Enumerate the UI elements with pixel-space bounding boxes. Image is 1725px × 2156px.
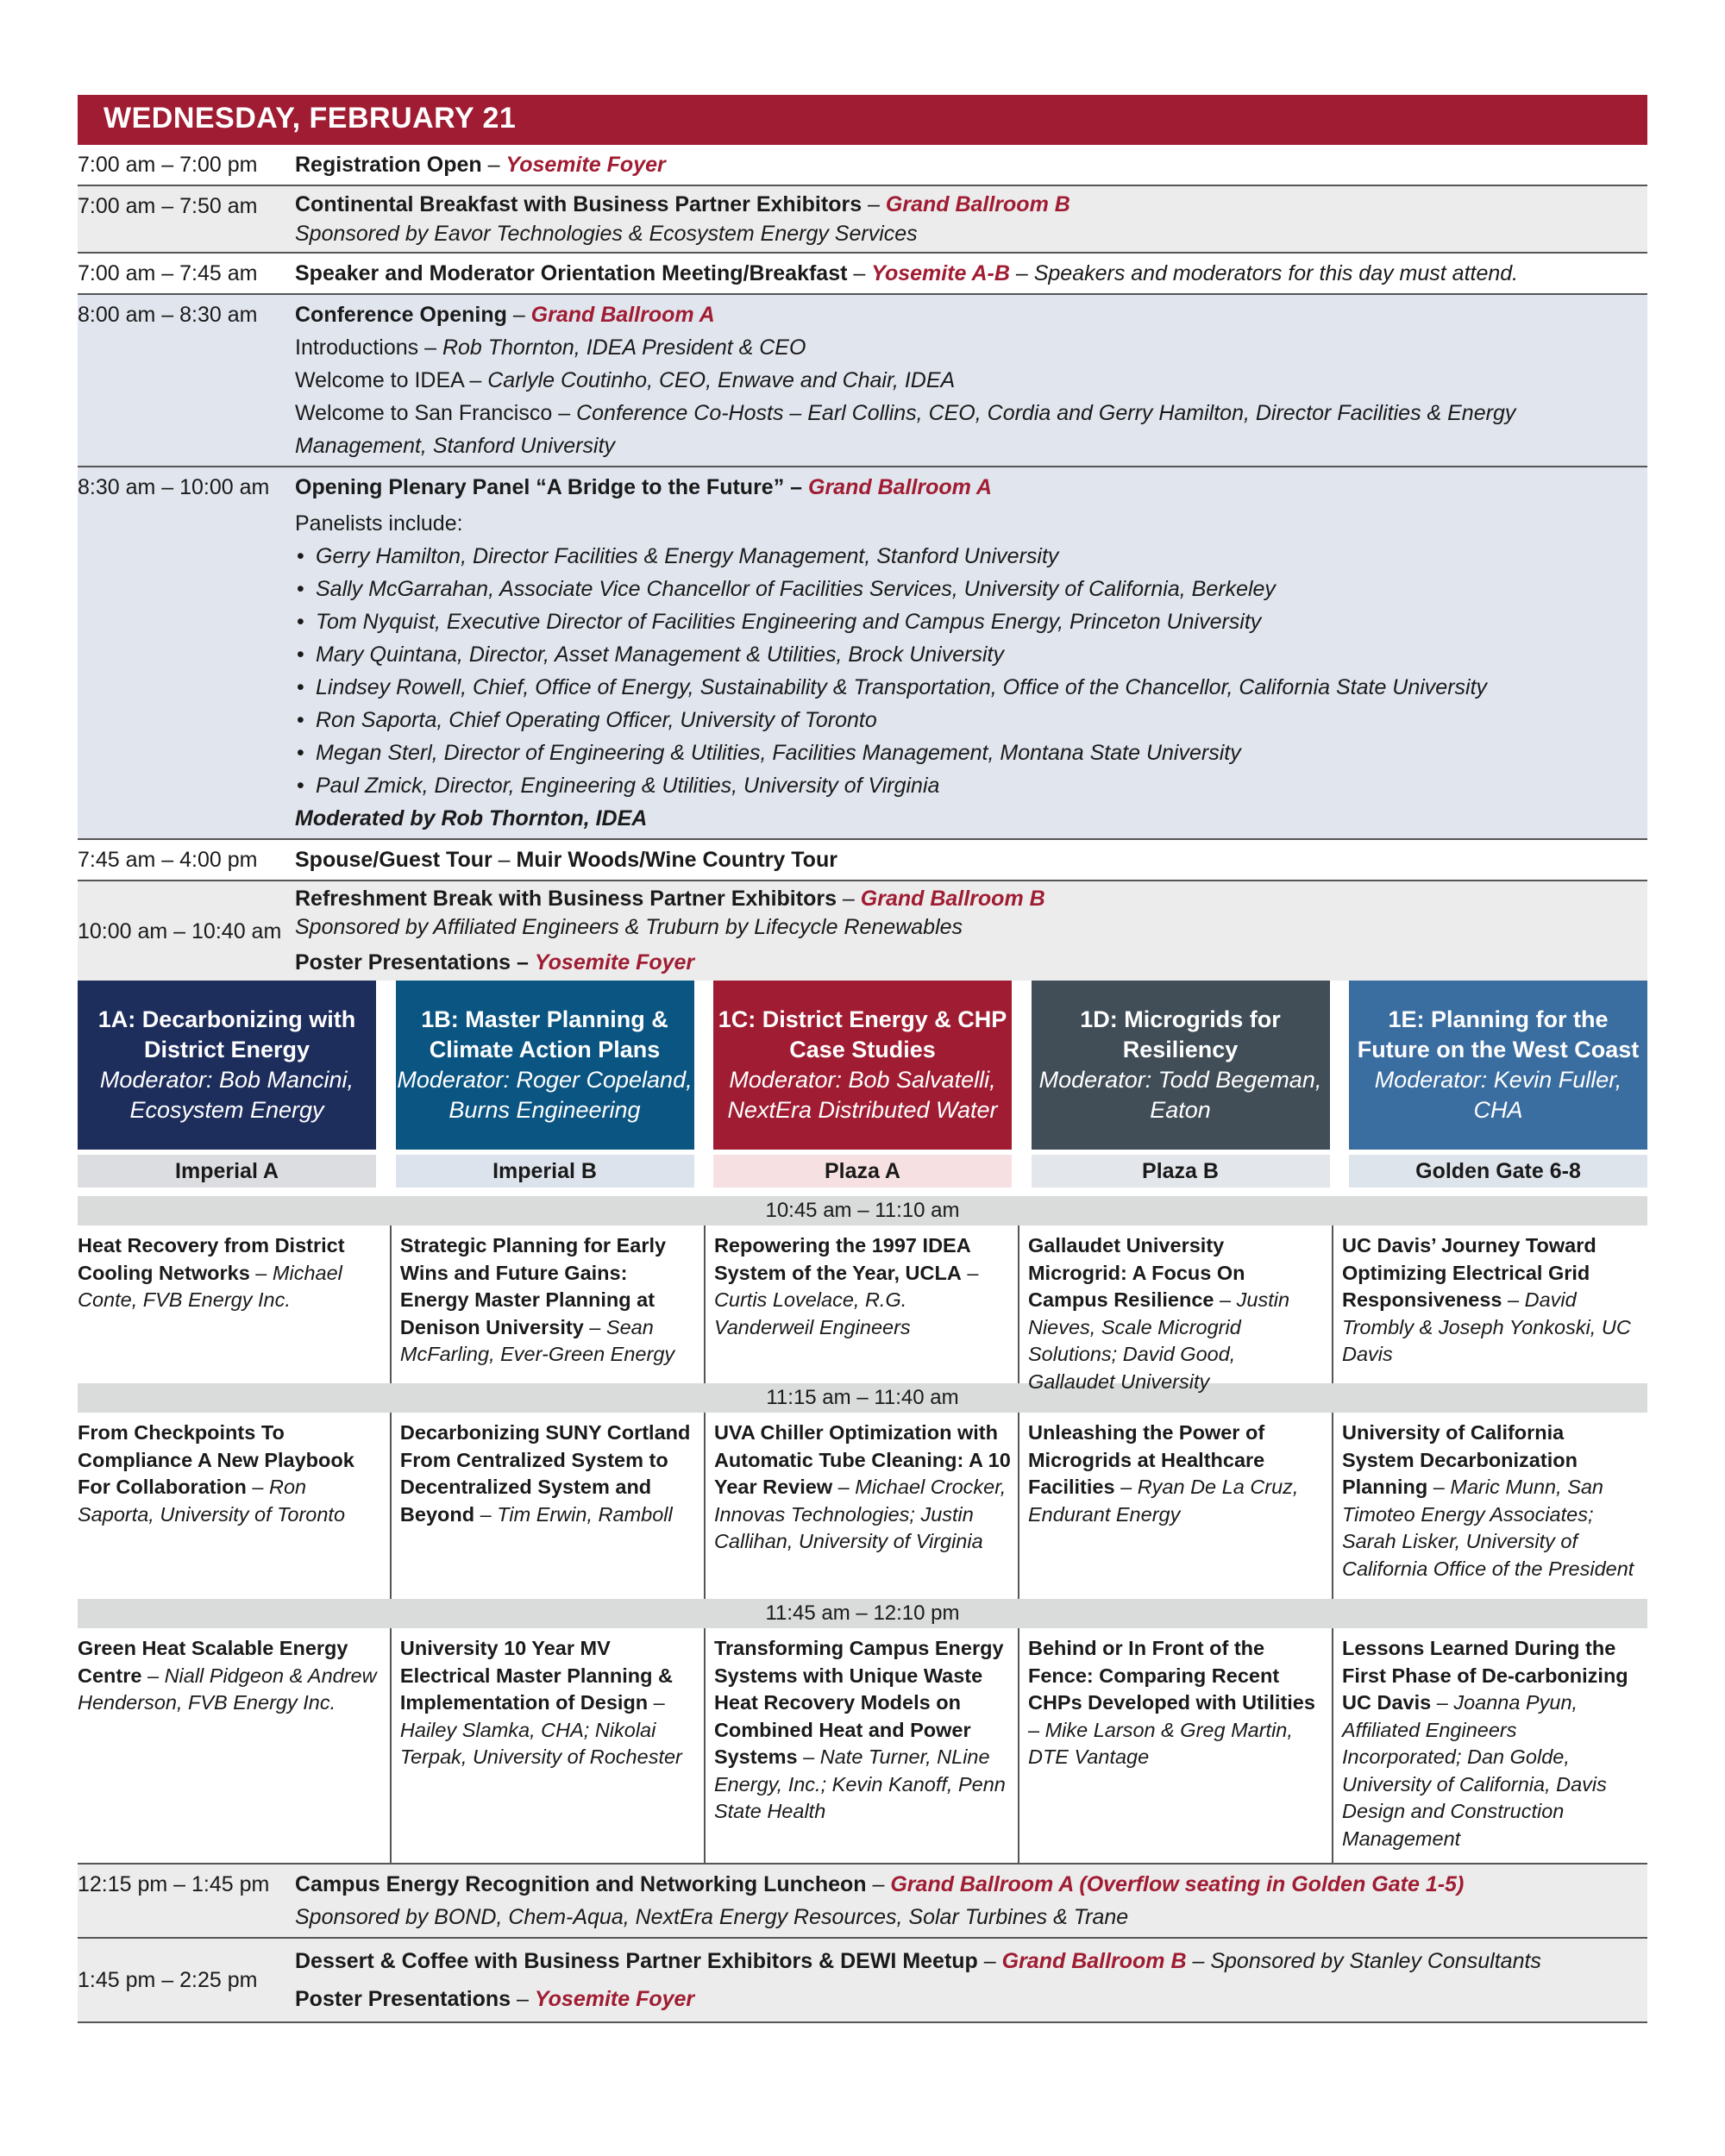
- session-title: Speaker and Moderator Orientation Meeting/Breakfast: [295, 261, 848, 285]
- panelist: • Mary Quintana, Director, Asset Management & Utilities, Brock University: [295, 638, 1642, 671]
- session-cell: Lessons Learned During the First Phase of De-carbonizing UC Davis – Joanna Pyun, Affiliated Engineers Incorporated; Dan Golde, University of California, Davis Design and Construction Management: [1342, 1637, 1628, 1850]
- panelists-intro: Panelists include:: [295, 511, 463, 536]
- session-time: 8:30 am – 10:00 am: [78, 475, 270, 499]
- session-location: Grand Ballroom B: [885, 192, 1070, 216]
- opening-line: Welcome to IDEA – Carlyle Coutinho, CEO, Enwave and Chair, IDEA: [295, 368, 956, 392]
- session-location: Grand Ballroom A: [530, 303, 715, 327]
- track-title: 1A: Decarbonizing with District Energy: [97, 1006, 356, 1062]
- agenda-row-plenary: 8:30 am – 10:00 am Opening Plenary Panel “A Bridge to the Future” – Grand Ballroom A Panelists include: • Gerry Hamilton, Director Facilities & Energy Management, Stanford University • Sally McGarrahan, Associate Vice Chancellor of Facilities Services, University of California, Berkeley • Tom Nyquist, Executive Director of Facilities Engineering and Campus Energy, Princeton University • Mary Quintana, Director, Asset Management & Utilities, Brock University • Lindsey Rowell, Chief, Office of Energy, Sustainability & Transportation, Office of the Chancellor, California State University • Ron Saporta, Chief Operating Officer, University of Toronto • Megan Sterl, Director of Engineering & Utilities, Facilities Management, Montana State University • Paul Zmick, Director, Engineering & Utilities, University of Virginia Moderated by Rob Thornton, IDEA: [78, 467, 1647, 840]
- session-title: Spouse/Guest Tour: [295, 848, 492, 872]
- panelist: • Gerry Hamilton, Director Facilities & Energy Management, Stanford University: [295, 540, 1642, 573]
- agenda-row-orientation: 7:00 am – 7:45 am Speaker and Moderator Orientation Meeting/Breakfast – Yosemite A-B – Speakers and moderators for this day must attend.: [78, 254, 1647, 295]
- track-moderator: Moderator: Roger Copeland, Burns Engineering: [397, 1067, 693, 1123]
- opening-line: Welcome to San Francisco – Conference Co-Hosts – Earl Collins, CEO, Cordia and Gerry Hamilton, Director Facilities & Energy Management, Stanford University: [295, 401, 1516, 458]
- session-title: Continental Breakfast with Business Partner Exhibitors: [295, 192, 862, 216]
- track-title: 1C: District Energy & CHP Case Studies: [718, 1006, 1007, 1062]
- panelist: • Ron Saporta, Chief Operating Officer, University of Toronto: [295, 704, 1642, 736]
- slot-time-bar: 11:45 am – 12:10 pm: [78, 1599, 1647, 1628]
- panelist: • Megan Sterl, Director of Engineering & Utilities, Facilities Management, Montana State University: [295, 736, 1642, 769]
- session-cell: From Checkpoints To Compliance A New Playbook For Collaboration – Ron Saporta, University of Toronto: [78, 1413, 392, 1599]
- session-time: 7:00 am – 7:45 am: [78, 261, 258, 285]
- panelist: • Lindsey Rowell, Chief, Office of Energy, Sustainability & Transportation, Office of the Chancellor, California State University: [295, 671, 1642, 704]
- session-title: Dessert & Coffee with Business Partner Exhibitors & DEWI Meetup: [295, 1949, 978, 1973]
- track-1e: [1349, 981, 1647, 1188]
- session-time: 8:00 am – 8:30 am: [78, 303, 258, 327]
- agenda-row-refreshment: 10:00 am – 10:40 am Refreshment Break with Business Partner Exhibitors – Grand Ballroom B Sponsored by Affiliated Engineers & Truburn by Lifecycle Renewables Poster Presentations – Yosemite Foyer: [78, 881, 1647, 981]
- agenda-row-tour: 7:45 am – 4:00 pm Spouse/Guest Tour – Muir Woods/Wine Country Tour: [78, 840, 1647, 881]
- session-cell: Transforming Campus Energy Systems with Unique Waste Heat Recovery Models on Combined Heat and Power Systems – Nate Turner, NLine Energy, Inc.; Kevin Kanoff, Penn State Health: [706, 1628, 1019, 1863]
- session-cell: Green Heat Scalable Energy Centre – Niall Pidgeon & Andrew Henderson, FVB Energy Inc.: [78, 1628, 392, 1863]
- session-time: 12:15 pm – 1:45 pm: [78, 1872, 270, 1896]
- poster-title: Poster Presentations: [295, 950, 511, 975]
- session-cell: UC Davis’ Journey Toward Optimizing Electrical Grid Responsiveness – David Trombly & Joseph Yonkoski, UC Davis: [1342, 1234, 1631, 1365]
- panelist-list: [295, 540, 1642, 802]
- moderated-by: Moderated by Rob Thornton, IDEA: [295, 806, 648, 830]
- session-time: 10:00 am – 10:40 am: [78, 918, 282, 943]
- session-subtitle: Muir Woods/Wine Country Tour: [516, 848, 837, 872]
- session-location: Yosemite A-B: [871, 261, 1010, 285]
- session-cell: Heat Recovery from District Cooling Networks – Michael Conte, FVB Energy Inc.: [78, 1225, 392, 1383]
- slot-row: [78, 1628, 1647, 1863]
- session-time: 1:45 pm – 2:25 pm: [78, 1968, 258, 1992]
- track-title: 1B: Master Planning & Climate Action Plans: [421, 1006, 668, 1062]
- track-moderator: Moderator: Kevin Fuller, CHA: [1374, 1067, 1622, 1123]
- session-location: Grand Ballroom A (Overflow seating in Golden Gate 1-5): [890, 1872, 1465, 1896]
- session-cell: Strategic Planning for Early Wins and Future Gains: Energy Master Planning at Denison University – Sean McFarling, Ever-Green Energy: [392, 1225, 706, 1383]
- session-cell: Behind or In Front of the Fence: Comparing Recent CHPs Developed with Utilities – Mike Larson & Greg Martin, DTE Vantage: [1019, 1628, 1333, 1863]
- track-title: 1E: Planning for the Future on the West Coast: [1357, 1006, 1640, 1062]
- track-title: 1D: Microgrids for Resiliency: [1080, 1006, 1281, 1062]
- opening-line: Introductions – Rob Thornton, IDEA President & CEO: [295, 335, 806, 360]
- poster-location: Yosemite Foyer: [534, 1987, 695, 2011]
- session-title: Campus Energy Recognition and Networking Luncheon: [295, 1872, 867, 1896]
- session-sponsor: Sponsored by BOND, Chem-Aqua, NextEra Energy Resources, Solar Turbines & Trane: [295, 1905, 1129, 1929]
- slot-time-bar: 10:45 am – 11:10 am: [78, 1196, 1647, 1225]
- session-title: Conference Opening: [295, 303, 507, 327]
- session-sponsor: Sponsored by Stanley Consultants: [1210, 1949, 1541, 1973]
- track-moderator: Moderator: Bob Mancini, Ecosystem Energy: [99, 1067, 354, 1123]
- slot-row: [78, 1225, 1647, 1393]
- day-banner: WEDNESDAY, FEBRUARY 21: [78, 95, 1647, 145]
- agenda-row-opening: 8:00 am – 8:30 am Conference Opening – Grand Ballroom A Introductions – Rob Thornton, IDEA President & CEO Welcome to IDEA – Carlyle Coutinho, CEO, Enwave and Chair, IDEA Welcome to San Francisco – Conference Co-Hosts – Earl Collins, CEO, Cordia and Gerry Hamilton, Director Facilities & Energy Management, Stanford University: [78, 295, 1647, 467]
- track-1c: [713, 981, 1012, 1188]
- session-sponsor: Sponsored by Eavor Technologies & Ecosystem Energy Services: [295, 222, 918, 246]
- session-title: Refreshment Break with Business Partner Exhibitors: [295, 887, 837, 911]
- track-moderator: Moderator: Todd Begeman, Eaton: [1038, 1067, 1322, 1123]
- track-room: Plaza A: [713, 1155, 1012, 1188]
- session-time: 7:00 am – 7:50 am: [78, 194, 258, 218]
- agenda-page: [78, 95, 1647, 2023]
- session-sponsor: Sponsored by Affiliated Engineers & Truburn by Lifecycle Renewables: [295, 915, 963, 939]
- poster-title: Poster Presentations: [295, 1987, 511, 2011]
- agenda-row-registration: 7:00 am – 7:00 pm Registration Open – Yosemite Foyer: [78, 145, 1647, 186]
- panelist: • Tom Nyquist, Executive Director of Facilities Engineering and Campus Energy, Princeton University: [295, 605, 1642, 638]
- track-room: Plaza B: [1032, 1155, 1330, 1188]
- session-cell: Decarbonizing SUNY Cortland From Centralized System to Decentralized System and Beyond – Tim Erwin, Ramboll: [392, 1413, 706, 1599]
- session-title: Opening Plenary Panel “A Bridge to the Future”: [295, 475, 785, 499]
- session-location: Grand Ballroom B: [860, 887, 1045, 911]
- track-1b: [396, 981, 694, 1188]
- track-room: Imperial B: [396, 1155, 694, 1188]
- agenda-row-breakfast: 7:00 am – 7:50 am Continental Breakfast with Business Partner Exhibitors – Grand Ballroom B Sponsored by Eavor Technologies & Ecosystem Energy Services: [78, 186, 1647, 254]
- session-cell: University 10 Year MV Electrical Master Planning & Implementation of Design – Hailey Slamka, CHA; Nikolai Terpak, University of Rochester: [392, 1628, 706, 1863]
- slot-row: [78, 1413, 1647, 1599]
- session-cell: Unleashing the Power of Microgrids at Healthcare Facilities – Ryan De La Cruz, Endurant Energy: [1019, 1413, 1333, 1599]
- session-location: Yosemite Foyer: [505, 153, 666, 177]
- track-moderator: Moderator: Bob Salvatelli, NextEra Distributed Water: [727, 1067, 998, 1123]
- track-1d: [1032, 981, 1330, 1188]
- session-cell: Gallaudet University Microgrid: A Focus On Campus Resilience – Justin Nieves, Scale Microgrid Solutions; David Good, Gallaudet University: [1019, 1225, 1333, 1383]
- poster-location: Yosemite Foyer: [534, 950, 695, 975]
- session-cell: Repowering the 1997 IDEA System of the Year, UCLA – Curtis Lovelace, R.G. Vanderweil Engineers: [706, 1225, 1019, 1383]
- agenda-row-dessert: 1:45 pm – 2:25 pm Dessert & Coffee with Business Partner Exhibitors & DEWI Meetup – Grand Ballroom B – Sponsored by Stanley Consultants Poster Presentations – Yosemite Foyer: [78, 1939, 1647, 2023]
- slot-time-bar: 11:15 am – 11:40 am: [78, 1383, 1647, 1413]
- panelist: • Sally McGarrahan, Associate Vice Chancellor of Facilities Services, University of California, Berkeley: [295, 573, 1642, 605]
- session-cell: UVA Chiller Optimization with Automatic Tube Cleaning: A 10 Year Review – Michael Crocker, Innovas Technologies; Justin Callihan, University of Virginia: [706, 1413, 1019, 1599]
- session-time: 7:00 am – 7:00 pm: [78, 153, 258, 177]
- track-1a: [78, 981, 376, 1188]
- agenda-row-luncheon: 12:15 pm – 1:45 pm Campus Energy Recognition and Networking Luncheon – Grand Ballroom A (Overflow seating in Golden Gate 1-5) Sponsored by BOND, Chem-Aqua, NextEra Energy Resources, Solar Turbines & Trane: [78, 1863, 1647, 1939]
- session-note: Speakers and moderators for this day must attend.: [1033, 261, 1519, 285]
- session-location: Grand Ballroom B: [1001, 1949, 1187, 1973]
- track-room: Golden Gate 6-8: [1349, 1155, 1647, 1188]
- track-room: Imperial A: [78, 1155, 376, 1188]
- track-headers: [78, 981, 1647, 1188]
- session-location: Grand Ballroom A: [808, 475, 992, 499]
- session-title: Registration Open: [295, 153, 482, 177]
- panelist: • Paul Zmick, Director, Engineering & Utilities, University of Virginia: [295, 769, 1642, 802]
- session-time: 7:45 am – 4:00 pm: [78, 848, 258, 872]
- session-cell: University of California System Decarbonization Planning – Maric Munn, San Timoteo Energy Associates; Sarah Lisker, University of California Office of the President: [1342, 1421, 1634, 1580]
